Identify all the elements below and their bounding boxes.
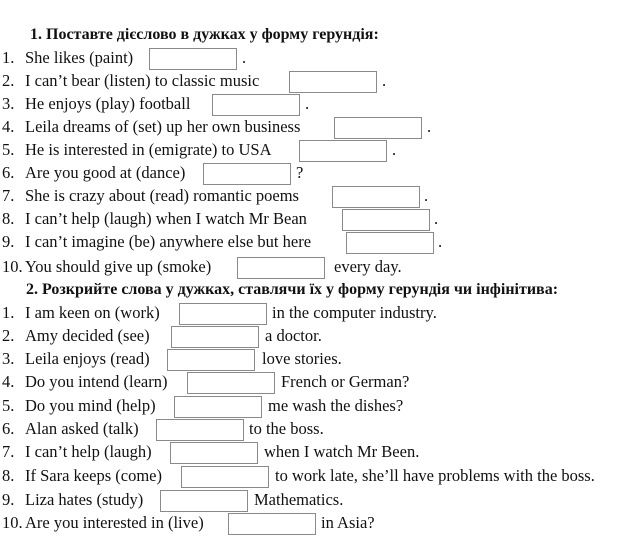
answer-box[interactable] — [187, 372, 275, 394]
answer-box[interactable] — [156, 419, 244, 441]
answer-box[interactable] — [289, 71, 377, 93]
item-text: Alan asked (talk) — [25, 419, 139, 438]
item-tail: in Asia? — [321, 513, 375, 532]
item-number: 6. — [2, 163, 15, 182]
item-text: I can’t help (laugh) — [25, 442, 152, 461]
item-text: Are you good at (dance) — [25, 163, 186, 182]
item-number: 6. — [2, 419, 15, 438]
item-tail: me wash the dishes? — [268, 396, 404, 415]
item-tail: every day. — [334, 257, 402, 276]
answer-box[interactable] — [179, 303, 267, 325]
item-tail: . — [434, 209, 439, 228]
item-number: 7. — [2, 442, 15, 461]
item-tail: love stories. — [262, 349, 342, 368]
item-number: 10. — [2, 257, 23, 276]
item-text: Are you interested in (live) — [25, 513, 204, 532]
item-text: I can’t bear (listen) to classic music — [25, 71, 260, 90]
item-tail: to the boss. — [249, 419, 324, 438]
answer-box[interactable] — [167, 349, 255, 371]
answer-box[interactable] — [346, 232, 434, 254]
item-text: I can’t imagine (be) anywhere else but here — [25, 232, 312, 251]
section1-title: 1. Поставте дієслово в дужках у форму герундія: — [30, 26, 379, 43]
answer-box[interactable] — [212, 94, 300, 116]
item-tail: in the computer industry. — [272, 303, 437, 322]
item-tail: . — [438, 232, 443, 251]
item-tail: . — [424, 186, 429, 205]
section2-title: 2. Розкрийте слова у дужках, ставлячи їх у форму герундія чи інфінітива: — [26, 281, 559, 298]
item-number: 1. — [2, 303, 15, 322]
item-text: Liza hates (study) — [25, 490, 144, 509]
answer-box[interactable] — [149, 48, 237, 70]
answer-box[interactable] — [181, 466, 269, 488]
item-number: 3. — [2, 94, 15, 113]
item-number: 9. — [2, 232, 15, 251]
item-text: I can’t help (laugh) when I watch Mr Bean — [25, 209, 307, 228]
item-tail: . — [392, 140, 397, 159]
item-tail: . — [382, 71, 387, 90]
item-number: 10. — [2, 513, 23, 532]
item-tail: ? — [296, 163, 304, 182]
item-tail: when I watch Mr Been. — [264, 442, 420, 461]
item-number: 1. — [2, 48, 15, 67]
answer-box[interactable] — [299, 140, 387, 162]
item-number: 9. — [2, 490, 15, 509]
item-tail: a doctor. — [265, 326, 322, 345]
item-text: Do you intend (learn) — [25, 372, 168, 391]
item-text: If Sara keeps (come) — [25, 466, 162, 485]
answer-box[interactable] — [334, 117, 422, 139]
item-text: Do you mind (help) — [25, 396, 156, 415]
item-tail: . — [427, 117, 432, 136]
answer-box[interactable] — [160, 490, 248, 512]
item-tail: . — [305, 94, 310, 113]
answer-box[interactable] — [203, 163, 291, 185]
item-text: She likes (paint) — [25, 48, 134, 67]
item-number: 5. — [2, 140, 15, 159]
item-text: Amy decided (see) — [25, 326, 150, 345]
item-text: Leila enjoys (read) — [25, 349, 150, 368]
item-text: You should give up (smoke) — [25, 257, 212, 276]
item-tail: to work late, she’ll have problems with the boss. — [275, 466, 595, 485]
item-tail: Mathematics. — [254, 490, 344, 509]
item-number: 5. — [2, 396, 15, 415]
answer-box[interactable] — [228, 513, 316, 535]
item-number: 4. — [2, 372, 15, 391]
item-text: He is interested in (emigrate) to USA — [25, 140, 272, 159]
item-text: He enjoys (play) football — [25, 94, 191, 113]
item-text: Leila dreams of (set) up her own business — [25, 117, 301, 136]
answer-box[interactable] — [174, 396, 262, 418]
item-text: She is crazy about (read) romantic poems — [25, 186, 299, 205]
answer-box[interactable] — [342, 209, 430, 231]
item-number: 2. — [2, 326, 15, 345]
item-tail: . — [242, 48, 247, 67]
item-number: 7. — [2, 186, 15, 205]
answer-box[interactable] — [170, 442, 258, 464]
answer-box[interactable] — [332, 186, 420, 208]
item-number: 3. — [2, 349, 15, 368]
item-tail: French or German? — [281, 372, 410, 391]
item-text: I am keen on (work) — [25, 303, 160, 322]
answer-box[interactable] — [171, 326, 259, 348]
item-number: 4. — [2, 117, 15, 136]
item-number: 8. — [2, 209, 15, 228]
item-number: 2. — [2, 71, 15, 90]
item-number: 8. — [2, 466, 15, 485]
answer-box[interactable] — [237, 257, 325, 279]
